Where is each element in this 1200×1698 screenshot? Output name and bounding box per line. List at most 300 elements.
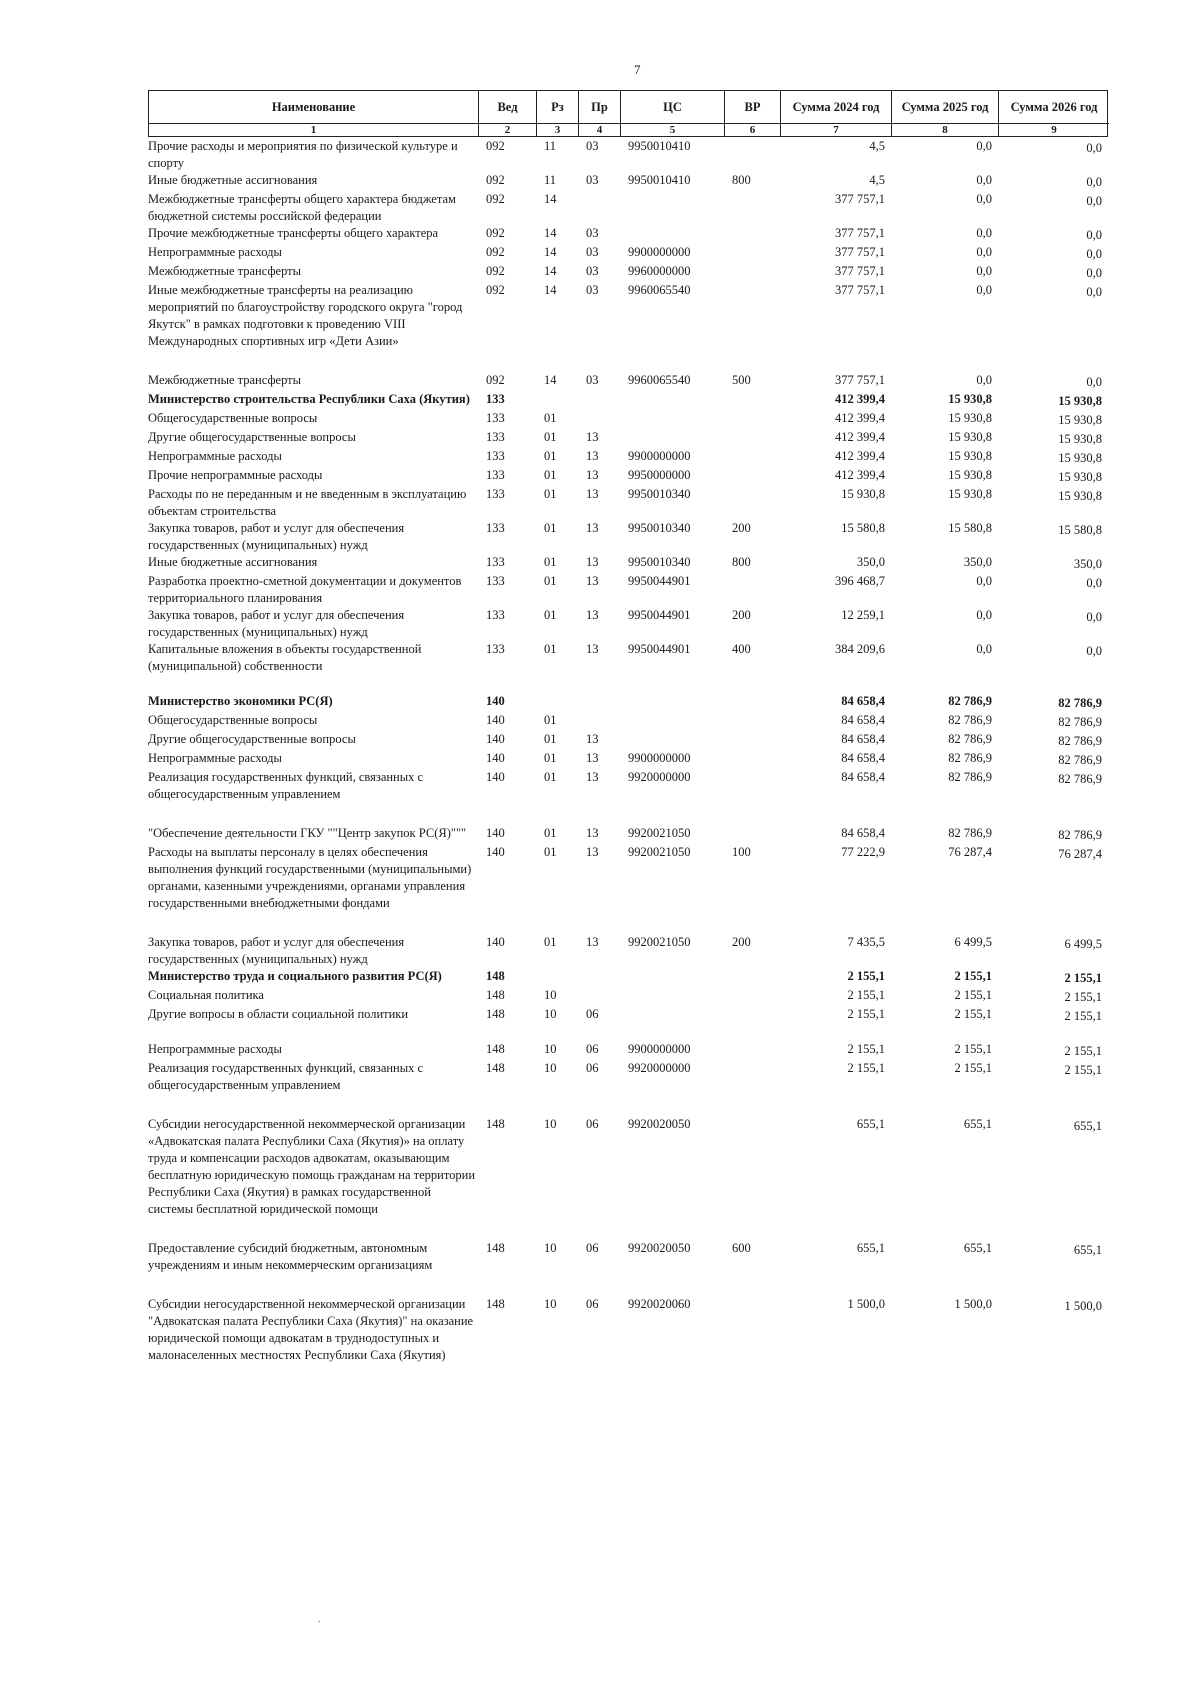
row-vr: 200 (732, 521, 751, 535)
row-cs (620, 191, 724, 225)
column-number: 6 (725, 123, 781, 136)
row-ved: 148 (486, 988, 505, 1002)
row-ved: 092 (486, 139, 505, 153)
row-ved: 148 (486, 1042, 505, 1056)
row-name: Межбюджетные трансферты (148, 264, 302, 278)
budget-table (148, 90, 1108, 1364)
row-rz: 10 (544, 1061, 557, 1075)
row-rz: 10 (544, 988, 557, 1002)
row-pr: 13 (586, 751, 599, 765)
row-sum-2025: 0,0 (976, 245, 992, 259)
row-ved: 140 (486, 845, 505, 859)
row-sum-2025: 0,0 (976, 192, 992, 206)
row-sum-2026: 0,0 (1086, 285, 1102, 299)
row-sum-2024: 1 500,0 (847, 1297, 885, 1311)
page-number: 7 (634, 62, 641, 77)
row-sum-2026: 82 786,9 (1058, 696, 1102, 710)
row-name: Другие общегосударственные вопросы (148, 732, 356, 746)
table-row (148, 750, 1108, 769)
row-pr (578, 410, 620, 429)
row-sum-2026: 82 786,9 (1058, 734, 1102, 748)
table-row (148, 282, 1108, 350)
row-pr: 06 (586, 1007, 599, 1021)
table-row (148, 712, 1108, 731)
row-sum-2025: 350,0 (963, 555, 992, 569)
row-cs: 9950010340 (628, 487, 691, 501)
row-sum-2024: 2 155,1 (847, 1042, 885, 1056)
row-cs (620, 693, 724, 712)
row-pr: 13 (586, 608, 599, 622)
row-name: Непрограммные расходы (148, 751, 282, 765)
table-row (148, 410, 1108, 429)
row-ved: 148 (486, 969, 505, 983)
row-cs (620, 429, 724, 448)
row-sum-2024: 84 658,4 (841, 713, 885, 727)
table-row (148, 244, 1108, 263)
row-sum-2025: 2 155,1 (954, 969, 992, 983)
row-name: Прочие расходы и мероприятия по физической культуре и спорту (148, 139, 458, 170)
row-rz: 01 (544, 411, 557, 425)
row-rz: 01 (544, 770, 557, 784)
row-ved: 140 (486, 694, 505, 708)
row-sum-2026: 0,0 (1086, 644, 1102, 658)
row-sum-2025: 0,0 (976, 642, 992, 656)
row-vr (724, 1006, 780, 1025)
row-sum-2025: 82 786,9 (948, 826, 992, 840)
row-sum-2026: 15 930,8 (1058, 451, 1102, 465)
row-sum-2024: 84 658,4 (841, 751, 885, 765)
row-sum-2026: 2 155,1 (1064, 1063, 1102, 1077)
row-ved: 140 (486, 713, 505, 727)
row-vr (724, 693, 780, 712)
row-vr: 800 (732, 173, 751, 187)
row-rz: 01 (544, 521, 557, 535)
row-pr: 13 (586, 826, 599, 840)
row-sum-2024: 412 399,4 (835, 392, 885, 406)
row-sum-2024: 84 658,4 (841, 826, 885, 840)
row-pr: 06 (586, 1061, 599, 1075)
row-ved: 133 (486, 642, 505, 656)
table-row (148, 554, 1108, 573)
row-sum-2025: 0,0 (976, 574, 992, 588)
row-ved: 148 (486, 1297, 505, 1311)
row-ved: 133 (486, 449, 505, 463)
row-sum-2026: 82 786,9 (1058, 753, 1102, 767)
row-sum-2024: 412 399,4 (835, 468, 885, 482)
row-sum-2024: 84 658,4 (841, 732, 885, 746)
row-name: Закупка товаров, работ и услуг для обеспечения государственных (муниципальных) нужд (148, 935, 405, 966)
row-sum-2025: 0,0 (976, 373, 992, 387)
row-vr (724, 138, 780, 172)
row-sum-2024: 377 757,1 (835, 192, 885, 206)
row-sum-2024: 84 658,4 (841, 694, 885, 708)
table-row (148, 391, 1108, 410)
row-rz: 14 (544, 283, 557, 297)
row-sum-2026: 0,0 (1086, 247, 1102, 261)
row-sum-2025: 655,1 (963, 1241, 992, 1255)
row-cs: 9920000000 (628, 1061, 691, 1075)
row-rz: 01 (544, 449, 557, 463)
row-ved: 133 (486, 608, 505, 622)
table-row (148, 138, 1108, 172)
row-rz: 10 (544, 1241, 557, 1255)
row-name: Общегосударственные вопросы (148, 713, 318, 727)
row-sum-2025: 15 930,8 (948, 392, 992, 406)
row-rz: 14 (544, 264, 557, 278)
row-rz: 01 (544, 935, 557, 949)
table-row (148, 987, 1108, 1006)
row-name: Иные межбюджетные трансферты на реализацию мероприятий по благоустройству городского округа "город Якутск" в рамках подготовки к проведению VIII Международных спортивных игр «Дети Азии» (148, 283, 463, 348)
scan-mark: . (318, 1614, 321, 1625)
row-pr (578, 712, 620, 731)
row-cs: 9920021050 (628, 826, 691, 840)
row-cs: 9950010340 (628, 555, 691, 569)
row-rz: 01 (544, 468, 557, 482)
row-pr: 13 (586, 555, 599, 569)
row-sum-2024: 77 222,9 (841, 845, 885, 859)
row-sum-2026: 76 287,4 (1058, 847, 1102, 861)
table-row (148, 1006, 1108, 1025)
table-row (148, 263, 1108, 282)
row-sum-2024: 350,0 (856, 555, 885, 569)
row-cs: 9960065540 (628, 283, 691, 297)
row-vr (724, 410, 780, 429)
row-sum-2026: 2 155,1 (1064, 971, 1102, 985)
row-pr: 13 (586, 732, 599, 746)
row-name: Закупка товаров, работ и услуг для обеспечения государственных (муниципальных) нужд (148, 521, 405, 552)
row-name: Министерство экономики РС(Я) (148, 694, 333, 708)
row-sum-2025: 0,0 (976, 226, 992, 240)
row-vr (724, 467, 780, 486)
row-name: Разработка проектно-сметной документации и документов территориального планирования (148, 574, 462, 605)
table-row (148, 467, 1108, 486)
row-sum-2025: 2 155,1 (954, 988, 992, 1002)
row-rz: 11 (544, 139, 557, 153)
table-row (148, 731, 1108, 750)
row-cs (620, 712, 724, 731)
row-rz: 10 (544, 1007, 557, 1021)
row-sum-2025: 655,1 (963, 1117, 992, 1131)
row-ved: 133 (486, 411, 505, 425)
row-cs (620, 731, 724, 750)
row-rz: 01 (544, 732, 557, 746)
row-sum-2025: 82 786,9 (948, 732, 992, 746)
row-sum-2025: 82 786,9 (948, 713, 992, 727)
row-sum-2025: 82 786,9 (948, 751, 992, 765)
row-pr (578, 391, 620, 410)
row-sum-2025: 6 499,5 (954, 935, 992, 949)
row-cs: 9950044901 (628, 574, 691, 588)
row-sum-2024: 377 757,1 (835, 245, 885, 259)
row-name: Предоставление субсидий бюджетным, автономным учреждениям и иным некоммерческим организациям (148, 1241, 433, 1272)
table-row (148, 520, 1108, 554)
row-name: Социальная политика (148, 988, 264, 1002)
row-sum-2026: 82 786,9 (1058, 772, 1102, 786)
table-row (148, 372, 1108, 391)
row-ved: 133 (486, 487, 505, 501)
row-sum-2024: 655,1 (856, 1241, 885, 1255)
row-sum-2025: 2 155,1 (954, 1007, 992, 1021)
header-cell: Пр (579, 91, 621, 123)
row-ved: 148 (486, 1007, 505, 1021)
table-row (148, 693, 1108, 712)
row-ved: 140 (486, 732, 505, 746)
row-sum-2025: 0,0 (976, 608, 992, 622)
row-sum-2024: 2 155,1 (847, 1061, 885, 1075)
row-sum-2025: 1 500,0 (954, 1297, 992, 1311)
table-row (148, 825, 1108, 844)
row-vr (724, 1116, 780, 1218)
row-vr (724, 573, 780, 607)
row-vr (724, 825, 780, 844)
header-cell: Вед (479, 91, 537, 123)
row-sum-2025: 15 580,8 (948, 521, 992, 535)
row-rz: 10 (544, 1297, 557, 1311)
row-cs: 9950044901 (628, 642, 691, 656)
column-number: 9 (999, 123, 1109, 136)
row-vr (724, 244, 780, 263)
row-sum-2026: 2 155,1 (1064, 1044, 1102, 1058)
row-pr: 03 (586, 173, 599, 187)
row-vr (724, 391, 780, 410)
row-name: Прочие межбюджетные трансферты общего характера (148, 226, 439, 240)
table-row (148, 607, 1108, 641)
row-pr: 06 (586, 1297, 599, 1311)
column-number: 2 (479, 123, 537, 136)
row-cs: 9920020050 (628, 1117, 691, 1131)
row-vr (724, 987, 780, 1006)
row-name: Реализация государственных функций, связанных с общегосударственным управлением (148, 770, 424, 801)
row-sum-2026: 0,0 (1086, 375, 1102, 389)
row-cs: 9950000000 (628, 468, 691, 482)
row-sum-2024: 4,5 (869, 139, 885, 153)
row-rz: 01 (544, 642, 557, 656)
table-row (148, 191, 1108, 225)
table-row (148, 225, 1108, 244)
row-ved: 133 (486, 430, 505, 444)
row-vr (724, 282, 780, 350)
row-ved: 092 (486, 226, 505, 240)
row-rz: 01 (544, 751, 557, 765)
row-pr: 03 (586, 226, 599, 240)
row-name: Непрограммные расходы (148, 1042, 282, 1056)
row-sum-2024: 2 155,1 (847, 969, 885, 983)
row-cs (620, 391, 724, 410)
row-sum-2025: 15 930,8 (948, 487, 992, 501)
row-sum-2026: 15 930,8 (1058, 413, 1102, 427)
row-sum-2024: 377 757,1 (835, 264, 885, 278)
row-sum-2025: 82 786,9 (948, 694, 992, 708)
table-row (148, 1240, 1108, 1274)
row-name: Капитальные вложения в объекты государственной (муниципальной) собственности (148, 642, 422, 673)
column-number: 5 (621, 123, 725, 136)
row-ved: 133 (486, 392, 505, 406)
row-sum-2024: 15 580,8 (841, 521, 885, 535)
row-sum-2026: 82 786,9 (1058, 715, 1102, 729)
row-pr: 13 (586, 770, 599, 784)
row-name: Непрограммные расходы (148, 449, 282, 463)
row-vr (724, 1060, 780, 1094)
row-sum-2024: 412 399,4 (835, 449, 885, 463)
row-sum-2026: 1 500,0 (1064, 1299, 1102, 1313)
row-cs: 9900000000 (628, 449, 691, 463)
row-sum-2026: 0,0 (1086, 228, 1102, 242)
row-sum-2026: 15 930,8 (1058, 489, 1102, 503)
row-name: Министерство труда и социального развития РС(Я) (148, 969, 442, 983)
header-cell: ВР (725, 91, 781, 123)
row-sum-2026: 2 155,1 (1064, 990, 1102, 1004)
row-rz (536, 391, 578, 410)
header-cell: Сумма 2026 год (1010, 99, 1098, 114)
row-pr: 13 (586, 642, 599, 656)
row-ved: 092 (486, 264, 505, 278)
row-cs (620, 987, 724, 1006)
row-ved: 133 (486, 555, 505, 569)
row-vr (724, 486, 780, 520)
row-pr (578, 693, 620, 712)
row-rz: 14 (544, 245, 557, 259)
row-ved: 092 (486, 283, 505, 297)
row-pr: 13 (586, 935, 599, 949)
row-vr (724, 225, 780, 244)
row-name: Иные бюджетные ассигнования (148, 555, 318, 569)
row-sum-2026: 2 155,1 (1064, 1009, 1102, 1023)
row-rz: 01 (544, 430, 557, 444)
row-vr (724, 1296, 780, 1364)
row-ved: 140 (486, 751, 505, 765)
row-rz: 01 (544, 487, 557, 501)
row-cs: 9920020050 (628, 1241, 691, 1255)
row-ved: 133 (486, 574, 505, 588)
table-row (148, 573, 1108, 607)
row-cs: 9950010410 (628, 173, 691, 187)
row-sum-2024: 84 658,4 (841, 770, 885, 784)
row-cs (620, 1006, 724, 1025)
row-pr: 03 (586, 245, 599, 259)
row-rz: 01 (544, 574, 557, 588)
row-sum-2026: 15 580,8 (1058, 523, 1102, 537)
row-pr: 13 (586, 468, 599, 482)
row-pr: 13 (586, 574, 599, 588)
table-row (148, 769, 1108, 803)
row-vr (724, 1041, 780, 1060)
row-pr: 03 (586, 139, 599, 153)
row-vr: 500 (732, 373, 751, 387)
table-row (148, 934, 1108, 968)
row-ved: 133 (486, 468, 505, 482)
header-cell: Сумма 2025 год (892, 91, 999, 123)
table-row (148, 448, 1108, 467)
row-cs: 9920020060 (628, 1297, 691, 1311)
table-row (148, 486, 1108, 520)
row-sum-2025: 82 786,9 (948, 770, 992, 784)
row-ved: 148 (486, 1061, 505, 1075)
row-vr (724, 968, 780, 987)
row-sum-2025: 15 930,8 (948, 449, 992, 463)
row-cs: 9900000000 (628, 245, 691, 259)
table-row (148, 172, 1108, 191)
row-cs (620, 225, 724, 244)
row-sum-2025: 2 155,1 (954, 1042, 992, 1056)
row-name: Министерство строительства Республики Саха (Якутия) (148, 392, 470, 406)
row-sum-2024: 12 259,1 (841, 608, 885, 622)
row-ved: 140 (486, 935, 505, 949)
row-sum-2026: 0,0 (1086, 610, 1102, 624)
row-sum-2024: 377 757,1 (835, 373, 885, 387)
row-name: Закупка товаров, работ и услуг для обеспечения государственных (муниципальных) нужд (148, 608, 405, 639)
row-sum-2024: 412 399,4 (835, 411, 885, 425)
row-ved: 092 (486, 245, 505, 259)
row-sum-2024: 377 757,1 (835, 226, 885, 240)
row-vr (724, 429, 780, 448)
row-vr: 200 (732, 608, 751, 622)
row-vr (724, 448, 780, 467)
header-cell: Наименование (149, 91, 479, 123)
row-vr: 800 (732, 555, 751, 569)
table-body (148, 138, 1108, 1364)
row-name: Расходы на выплаты персоналу в целях обеспечения выполнения функций государственными (муниципальными) органами, казенными учреждениями, органами управления государственными внебюджетными фондами (148, 845, 472, 910)
row-vr (724, 731, 780, 750)
row-cs: 9920000000 (628, 770, 691, 784)
row-sum-2026: 15 930,8 (1058, 394, 1102, 408)
row-sum-2024: 377 757,1 (835, 283, 885, 297)
column-number: 8 (892, 123, 999, 136)
row-cs (620, 968, 724, 987)
row-cs: 9920021050 (628, 935, 691, 949)
row-sum-2025: 15 930,8 (948, 430, 992, 444)
row-cs: 9920021050 (628, 845, 691, 859)
row-name: Субсидии негосударственной некоммерческой организации "Адвокатская палата Республики Саха (Якутия)" на оказание юридической помощи адвокатам в труднодоступных и малонаселенных местностях Республики Саха (Якутия) (148, 1297, 474, 1362)
column-number: 1 (149, 123, 479, 136)
row-rz: 01 (544, 826, 557, 840)
row-cs: 9950010410 (628, 139, 691, 153)
table-row (148, 1041, 1108, 1060)
row-ved: 140 (486, 770, 505, 784)
row-rz (536, 693, 578, 712)
table-row (148, 844, 1108, 912)
table-row (148, 429, 1108, 448)
column-number: 7 (781, 123, 892, 136)
row-sum-2025: 0,0 (976, 139, 992, 153)
row-sum-2026: 82 786,9 (1058, 828, 1102, 842)
column-number: 4 (579, 123, 621, 136)
header-cell: Рз (537, 91, 579, 123)
row-name: Реализация государственных функций, связанных с общегосударственным управлением (148, 1061, 424, 1092)
row-rz: 01 (544, 555, 557, 569)
row-sum-2026: 350,0 (1073, 557, 1102, 571)
header-cell: ЦС (621, 91, 725, 123)
row-vr: 400 (732, 642, 751, 656)
table-row (148, 1296, 1108, 1364)
row-cs: 9960065540 (628, 373, 691, 387)
table-row (148, 968, 1108, 987)
row-pr (578, 191, 620, 225)
row-vr: 100 (732, 845, 751, 859)
row-sum-2024: 655,1 (856, 1117, 885, 1131)
row-ved: 148 (486, 1241, 505, 1255)
row-vr (724, 191, 780, 225)
row-cs: 9950010340 (628, 521, 691, 535)
row-rz: 14 (544, 192, 557, 206)
row-rz: 14 (544, 373, 557, 387)
row-rz: 10 (544, 1042, 557, 1056)
row-sum-2026: 0,0 (1086, 576, 1102, 590)
row-vr: 200 (732, 935, 751, 949)
row-ved: 133 (486, 521, 505, 535)
row-rz: 01 (544, 845, 557, 859)
row-rz (536, 968, 578, 987)
table-header (148, 90, 1108, 137)
